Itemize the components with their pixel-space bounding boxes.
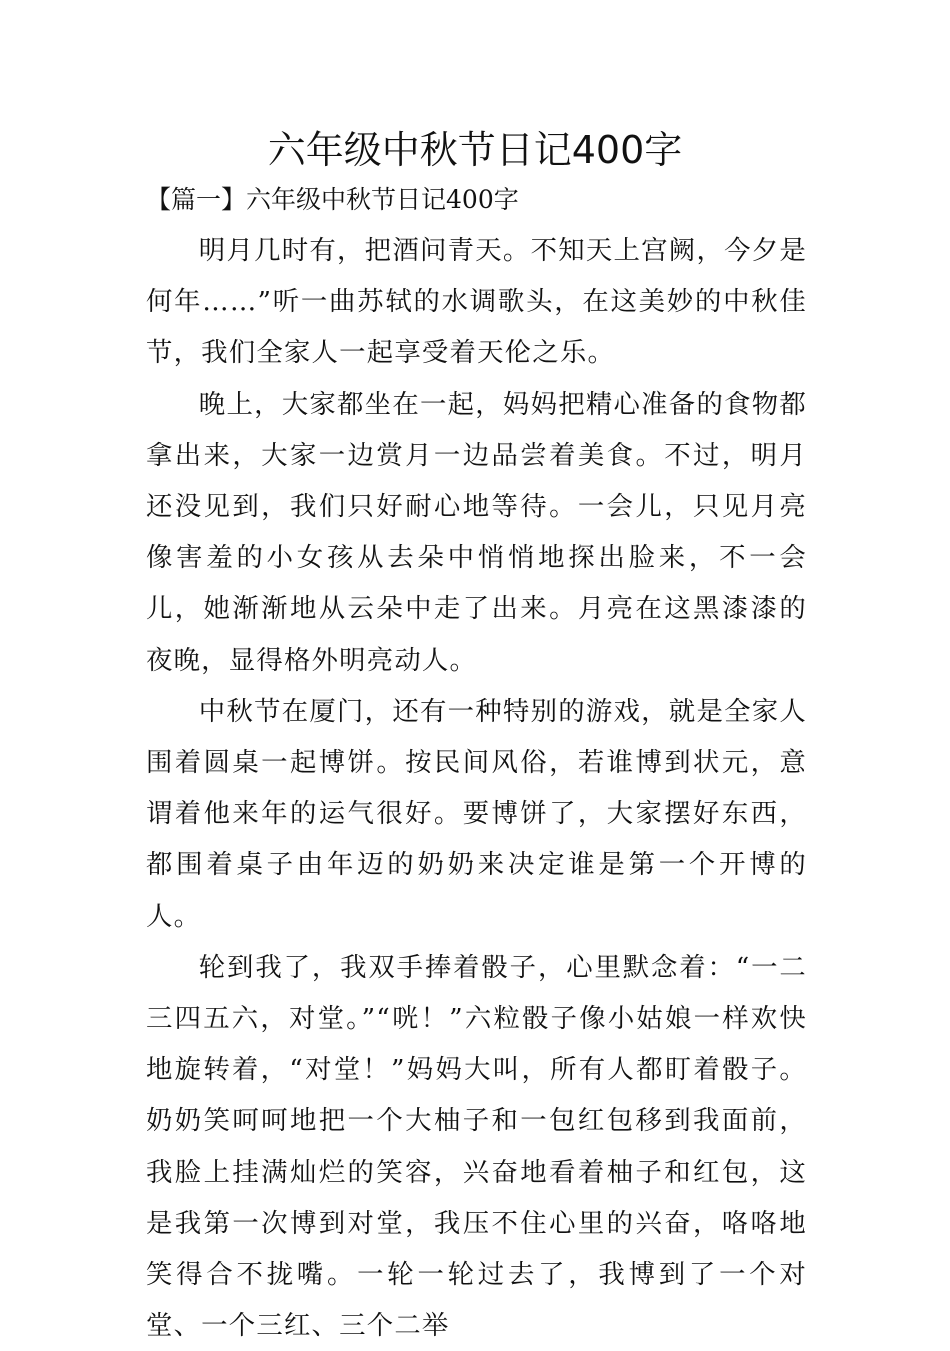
paragraph: 中秋节在厦门，还有一种特别的游戏，就是全家人围着圆桌一起博饼。按民间风俗，若谁博到状元，意谓着他来年的运气很好。要博饼了，大家摆好东西，都围着桌子由年迈的奶奶来决定谁是第一个开博的人。: [146, 695, 807, 932]
document-title: 六年级中秋节日记400字: [267, 128, 683, 172]
article-body: [146, 225, 807, 1351]
section-heading: 【篇一】六年级中秋节日记400字: [146, 185, 519, 214]
paragraph: 轮到我了，我双手捧着骰子，心里默念着：“一二三四五六，对堂。”“咣！”六粒骰子像小姑娘一样欢快地旋转着，“对堂！”妈妈大叫，所有人都盯着骰子。奶奶笑呵呵地把一个大柚子和一包红包移到我面前，我脸上挂满灿烂的笑容，兴奋地看着柚子和红包，这是我第一次博到对堂，我压不住心里的兴奋，咯咯地笑得合不拢嘴。一轮一轮过去了，我博到了一个对堂、一个三红、三个二举: [146, 951, 807, 1342]
paragraph: 晚上，大家都坐在一起，妈妈把精心准备的食物都拿出来，大家一边赏月一边品尝着美食。不过，明月还没见到，我们只好耐心地等待。一会儿，只见月亮像害羞的小女孩从去朵中悄悄地探出脸来，不一会儿，她渐渐地从云朵中走了出来。月亮在这黑漆漆的夜晚，显得格外明亮动人。: [146, 388, 807, 676]
paragraph: 明月几时有，把酒问青天。不知天上宫阙，今夕是何年……”听一曲苏轼的水调歌头，在这美妙的中秋佳节，我们全家人一起享受着天伦之乐。: [146, 235, 807, 369]
